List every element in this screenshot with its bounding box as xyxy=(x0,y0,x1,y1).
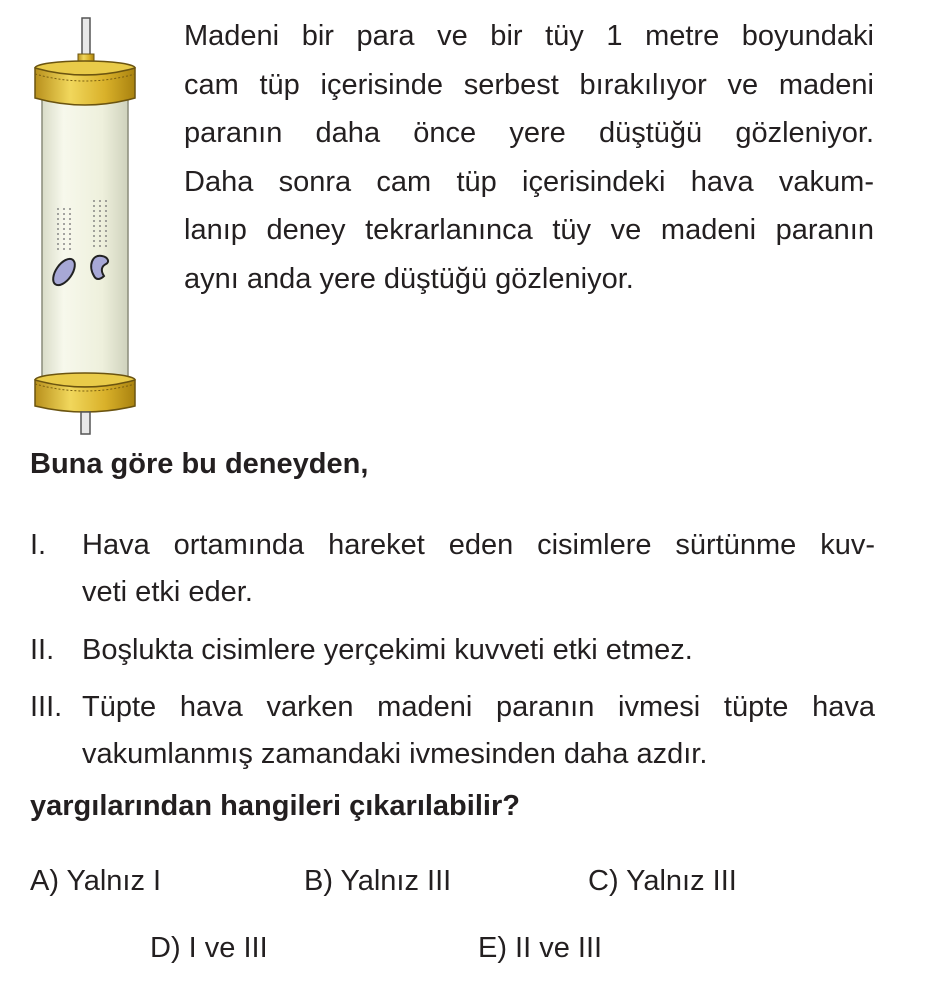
statement-number: III. xyxy=(30,691,63,723)
option-e[interactable]: E) II ve III xyxy=(478,932,603,964)
statement-text xyxy=(82,627,875,674)
statement-list xyxy=(30,522,875,778)
statement-iii xyxy=(30,684,875,778)
statement-line: vakumlanmış zamandaki ivmesinden daha azdır. xyxy=(82,738,708,770)
vacuum-tube-figure xyxy=(22,14,152,439)
intro-line-5: lanıp deney tekrarlanınca tüy ve madeni paranın xyxy=(184,214,874,246)
statement-line: veti etki eder. xyxy=(82,576,253,608)
statement-i xyxy=(30,522,875,616)
statement-ii xyxy=(30,627,875,674)
tube-illustration xyxy=(22,14,152,439)
option-a[interactable]: A) Yalnız I xyxy=(30,865,162,897)
glass-tube xyxy=(42,94,128,384)
intro-line-6: aynı anda yere düştüğü gözleniyor. xyxy=(184,262,634,295)
intro-line-3: paranın daha önce yere düştüğü gözleniyor. xyxy=(184,117,874,149)
intro-line-1: Madeni bir para ve bir tüy 1 metre boyundaki xyxy=(184,20,874,52)
statement-text xyxy=(82,522,875,616)
top-valve-rod xyxy=(82,18,90,58)
option-c[interactable]: C) Yalnız III xyxy=(588,865,737,897)
statement-number: II. xyxy=(30,634,55,666)
statement-line: Boşlukta cisimlere yerçekimi kuvveti etki etmez. xyxy=(82,634,693,666)
intro-line-2: cam tüp içerisinde serbest bırakılıyor ve madeni xyxy=(184,68,874,101)
question-stem: Buna göre bu deneyden, xyxy=(30,448,369,480)
question-prompt: yargılarından hangileri çıkarılabilir? xyxy=(30,790,520,822)
option-b[interactable]: B) Yalnız III xyxy=(304,865,452,897)
statement-line: Hava ortamında hareket eden cisimlere sürtünme kuv- xyxy=(82,529,875,561)
intro-line-4: Daha sonra cam tüp içerisindeki hava vakum- xyxy=(184,165,874,198)
option-d[interactable]: D) I ve III xyxy=(150,932,268,964)
statement-line: Tüpte hava varken madeni paranın ivmesi tüpte hava xyxy=(82,691,875,723)
bottom-valve-rod xyxy=(81,412,90,434)
statement-text xyxy=(82,684,875,778)
statement-number: I. xyxy=(30,529,47,561)
intro-paragraph xyxy=(184,12,874,303)
